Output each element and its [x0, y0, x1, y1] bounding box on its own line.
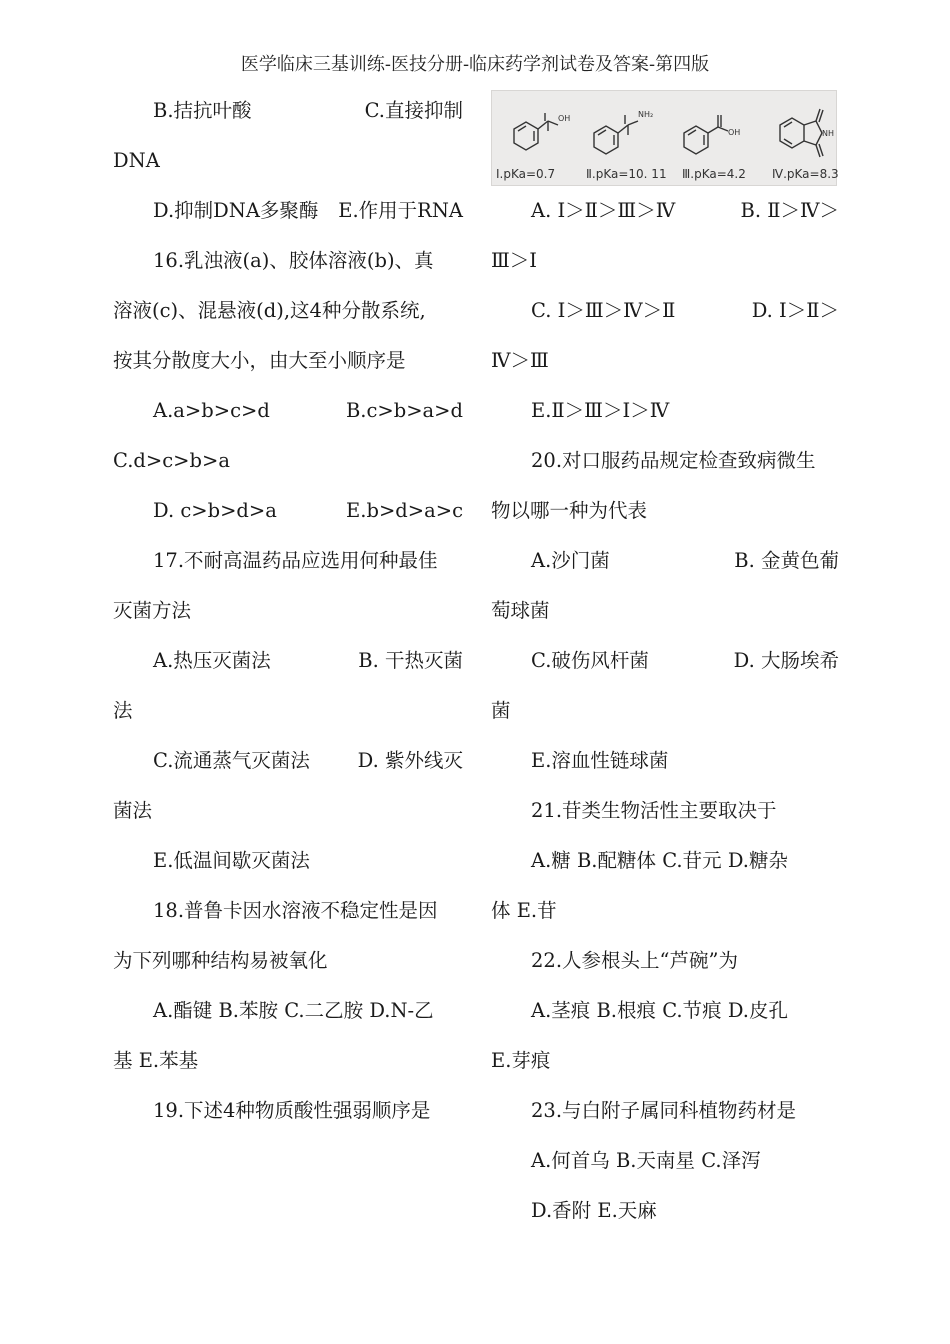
text-line: [113, 736, 463, 786]
text-line: 21.苷类生物活性主要取决于: [531, 799, 777, 822]
text-line: [113, 636, 463, 686]
text-line: 物以哪一种为代表: [491, 499, 648, 522]
text-line: 23.与白附子属同科植物药材是: [531, 1099, 797, 1122]
text-line: 19.下述4种物质酸性强弱顺序是: [153, 1099, 431, 1122]
text-line: 20.对口服药品规定检查致病微生: [531, 449, 816, 472]
text-line: 基 E.苯基: [113, 1049, 199, 1072]
text-line: 体 E.苷: [491, 899, 557, 922]
caption-4: Ⅳ.pKa=8.3: [772, 167, 839, 181]
text-line: 22.人参根头上“芦碗”为: [531, 949, 738, 972]
label-nh2: NH₂: [638, 110, 654, 119]
option-a: A.沙门菌: [531, 549, 610, 572]
option-b: B. 金黄色葡: [734, 549, 839, 572]
page-header: 医学临床三基训练-医技分册-临床药学剂试卷及答案-第四版: [240, 54, 710, 75]
caption-3: Ⅲ.pKa=4.2: [682, 167, 746, 181]
option-b: E.作用于RNA: [338, 199, 463, 222]
text-line: 法: [113, 699, 133, 722]
caption-1: Ⅰ.pKa=0.7: [496, 167, 556, 181]
option-b: C.直接抑制: [364, 99, 463, 122]
text-line: [491, 286, 839, 336]
text-line: A.茎痕 B.根痕 C.节痕 D.皮孔: [531, 999, 788, 1022]
option-b: B. Ⅱ＞Ⅳ＞: [740, 199, 839, 222]
caption-2: Ⅱ.pKa=10. 11: [586, 167, 667, 181]
text-line: 为下列哪种结构易被氧化: [113, 949, 328, 972]
label-oh-1: OH: [558, 114, 571, 123]
option-b: D. Ⅰ＞Ⅱ＞: [751, 299, 839, 322]
option-a: A. Ⅰ＞Ⅱ＞Ⅲ＞Ⅳ: [531, 199, 676, 222]
option-a: B.拮抗叶酸: [153, 99, 252, 122]
text-line: A.糖 B.配糖体 C.苷元 D.糖杂: [531, 849, 788, 872]
right-column: [491, 86, 839, 1236]
text-line: 18.普鲁卡因水溶液不稳定性是因: [153, 899, 438, 922]
text-line: A.何首乌 B.天南星 C.泽泻: [531, 1149, 761, 1172]
text-line: E.Ⅱ＞Ⅲ＞Ⅰ＞Ⅳ: [531, 399, 670, 422]
text-line: [491, 636, 839, 686]
text-line: 溶液(c)、混悬液(d),这4种分散系统,: [113, 299, 426, 322]
option-b: E.b>d>a>c: [346, 499, 463, 522]
text-line: 菌: [491, 699, 511, 722]
option-a: C.破伤风杆菌: [531, 649, 649, 672]
option-a: C. Ⅰ＞Ⅲ＞Ⅳ＞Ⅱ: [531, 299, 676, 322]
text-line: 17.不耐高温药品应选用何种最佳: [153, 549, 438, 572]
text-line: [491, 186, 839, 236]
option-b: B. 干热灭菌: [358, 649, 463, 672]
text-line: E.溶血性链球菌: [531, 749, 669, 772]
option-a: A.热压灭菌法: [153, 649, 271, 672]
chemical-structures-figure: [491, 90, 837, 186]
text-line: [113, 86, 463, 136]
text-line: 按其分散度大小，由大至小顺序是: [113, 349, 406, 372]
text-line: Ⅳ＞Ⅲ: [491, 349, 549, 372]
text-line: 萄球菌: [491, 599, 550, 622]
right-lines: [491, 186, 839, 1236]
option-b: D. 紫外线灭: [357, 749, 463, 772]
option-a: D.抑制DNA多聚酶: [153, 199, 319, 222]
label-nh: NH: [822, 129, 834, 138]
left-column: [113, 86, 463, 1136]
option-a: A.a>b>c>d: [153, 399, 270, 422]
option-a: C.流通蒸气灭菌法: [153, 749, 310, 772]
text-line: [113, 386, 463, 436]
option-b: B.c>b>a>d: [345, 399, 463, 422]
text-line: DNA: [113, 149, 160, 172]
text-line: A.酯键 B.苯胺 C.二乙胺 D.N-乙: [153, 999, 434, 1022]
text-line: [113, 486, 463, 536]
text-line: E.芽痕: [491, 1049, 551, 1072]
option-b: D. 大肠埃希: [733, 649, 839, 672]
option-a: D. c>b>d>a: [153, 499, 277, 522]
text-line: 菌法: [113, 799, 153, 822]
text-line: 灭菌方法: [113, 599, 192, 622]
text-line: 16.乳浊液(a)、胶体溶液(b)、真: [153, 249, 434, 272]
text-line: E.低温间歇灭菌法: [153, 849, 310, 872]
label-oh-3: OH: [728, 128, 741, 137]
text-line: [491, 536, 839, 586]
text-line: D.香附 E.天麻: [531, 1199, 657, 1222]
text-line: C.d>c>b>a: [113, 449, 230, 472]
text-line: Ⅲ＞Ⅰ: [491, 249, 538, 272]
text-line: [113, 186, 463, 236]
